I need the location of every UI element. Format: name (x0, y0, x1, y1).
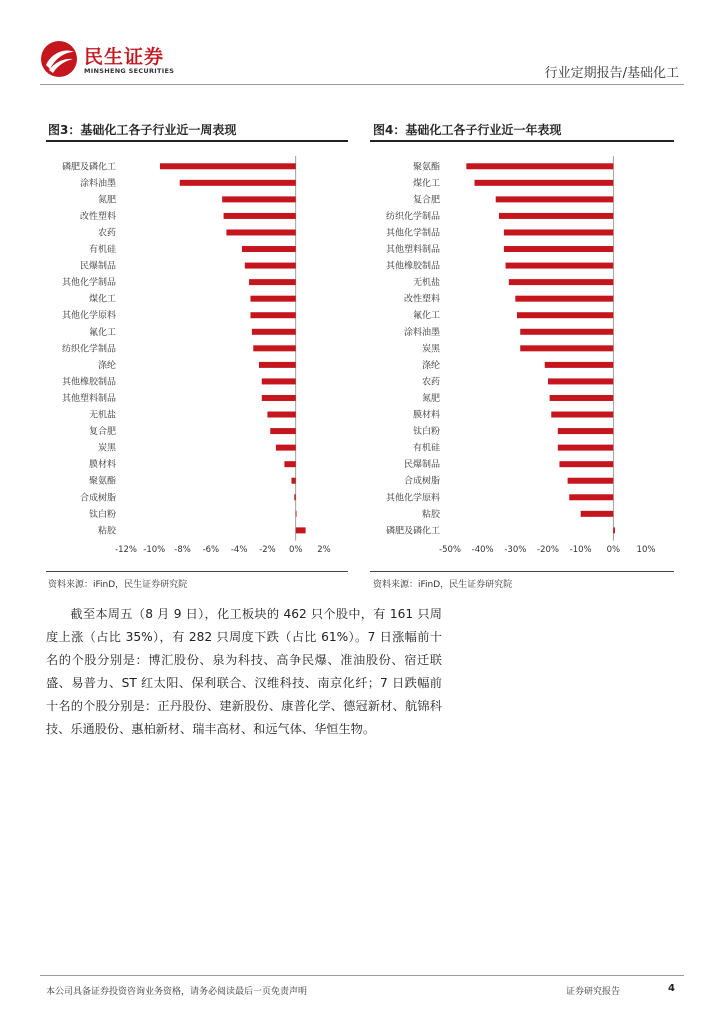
bar-chart-svg (370, 150, 674, 562)
category-label: 有机硅 (88, 245, 116, 256)
category-label: 无机盐 (88, 410, 116, 421)
logo-text-cn: 民生证券 (84, 46, 165, 68)
category-label: 有机硅 (412, 443, 440, 454)
category-label: 纺织化学制品 (385, 211, 440, 222)
bar (569, 494, 613, 500)
bar (496, 196, 614, 202)
bar (558, 445, 614, 451)
category-label: 其他橡胶制品 (61, 377, 116, 388)
x-tick-label: -50% (439, 545, 461, 555)
bar (504, 229, 613, 235)
category-label: 炭黑 (97, 443, 116, 454)
category-label: 煤化工 (412, 178, 440, 189)
bar (259, 362, 296, 368)
bar (550, 395, 614, 401)
figure-4-title: 图4：基础化工各子行业近一年表现 (373, 123, 562, 137)
bar (250, 312, 295, 318)
bar (296, 527, 306, 533)
category-label: 民爆制品 (79, 261, 116, 272)
category-label: 氮肥 (97, 195, 116, 206)
category-label: 复合肥 (88, 427, 116, 438)
category-label: 磷肥及磷化工 (61, 162, 116, 173)
bar (253, 345, 295, 351)
x-tick-label: -40% (471, 545, 494, 555)
bar (242, 246, 296, 252)
category-label: 炭黑 (421, 344, 440, 355)
bar (568, 478, 614, 484)
x-tick-label: -20% (537, 545, 559, 555)
bar (520, 345, 613, 351)
category-label: 钛白粉 (412, 427, 440, 438)
bar (545, 362, 614, 368)
category-label: 其他化学原料 (385, 493, 440, 504)
footer-label: 证券研究报告 (566, 987, 621, 997)
bar (558, 428, 614, 434)
bar (262, 378, 296, 384)
category-label: 膜材料 (88, 460, 116, 471)
bar (291, 478, 295, 484)
category-label: 农药 (97, 228, 116, 239)
category-label: 氮肥 (421, 393, 440, 404)
category-label: 涂料油墨 (79, 178, 116, 189)
bar (222, 196, 296, 202)
bar (249, 279, 296, 285)
x-tick-label: -2% (259, 545, 276, 555)
bar (559, 461, 613, 467)
x-tick-label: 10% (636, 545, 656, 555)
category-label: 其他化学制品 (61, 278, 116, 289)
x-tick-label: 2% (317, 545, 331, 555)
figure-3-source: 资料来源：iFinD，民生证券研究院 (48, 580, 188, 590)
body-paragraph: 截至本周五（8 月 9 日），化工板块的 462 只个股中，有 161 只周度上涨（占比 35%），有 282 只周度下跌（占比 61%）。7 日涨幅前十名的个股分别是：博汇股份、泉为科技、高争民爆、准油股份、宿迁联盛、易普力、ST 红太阳、保利联合、汉维科技、南京化纤；7 日跌幅前十名的个股分别是：正丹股份、建新股份、康普化学、德冠新材、航锦科技、乐通股份、惠柏新材、瑞丰高材、和远气体、华恒生物。 (46, 607, 442, 736)
report-type: 行业定期报告/基础化工 (544, 66, 679, 81)
bar (517, 312, 613, 318)
bar (294, 494, 295, 500)
category-label: 粘胶 (421, 509, 440, 520)
bar (276, 445, 296, 451)
bar (284, 461, 295, 467)
page-number: 4 (668, 983, 675, 994)
category-label: 氟化工 (412, 311, 440, 322)
x-tick-label: -30% (504, 545, 527, 555)
category-label: 其他化学制品 (385, 228, 440, 239)
minsheng-logo-icon (40, 40, 78, 78)
category-label: 其他塑料制品 (61, 393, 116, 404)
bar (224, 213, 296, 219)
category-label: 无机盐 (412, 278, 440, 289)
bar (520, 329, 613, 335)
category-label: 磷肥及磷化工 (385, 526, 440, 537)
figure-3-title: 图3：基础化工各子行业近一周表现 (48, 123, 237, 137)
category-label: 聚氨酯 (412, 162, 440, 173)
figure-4-bottom-rule (370, 571, 674, 572)
category-label: 聚氨酯 (88, 476, 116, 487)
bar (180, 180, 296, 186)
page-header (0, 0, 724, 90)
bar-chart-svg (46, 150, 348, 562)
footer-disclaimer: 本公司具备证券投资咨询业务资格，请务必阅读最后一页免责声明 (46, 987, 308, 997)
bar (262, 395, 296, 401)
bar (506, 263, 614, 269)
bar (613, 527, 615, 533)
bar (252, 329, 296, 335)
category-label: 纺织化学制品 (61, 344, 116, 355)
bar (548, 378, 613, 384)
minsheng-logo (40, 40, 190, 80)
bar (296, 511, 297, 517)
x-tick-label: -10% (569, 545, 592, 555)
category-label: 其他塑料制品 (385, 245, 440, 256)
bar (226, 229, 295, 235)
x-tick-label: 0% (288, 545, 303, 555)
category-label: 其他化学原料 (61, 311, 116, 322)
x-tick-label: 0% (606, 545, 621, 555)
x-tick-label: -6% (202, 545, 220, 555)
category-label: 改性塑料 (79, 211, 116, 222)
bar (270, 428, 295, 434)
category-label: 涤纶 (421, 360, 440, 371)
category-label: 涤纶 (97, 360, 116, 371)
category-label: 民爆制品 (403, 460, 440, 471)
bar (250, 296, 295, 302)
category-label: 其他橡胶制品 (385, 261, 440, 272)
category-label: 钛白粉 (88, 509, 116, 520)
category-label: 涂料油墨 (403, 327, 440, 338)
x-tick-label: -4% (230, 545, 248, 555)
bar (504, 246, 613, 252)
category-label: 氟化工 (88, 327, 116, 338)
category-label: 膜材料 (412, 410, 440, 421)
figure-4-chart (370, 150, 674, 562)
bar (267, 412, 295, 418)
logo-text-en: MINSHENG SECURITIES (84, 67, 175, 75)
figure-4-source: 资料来源：iFinD，民生证券研究院 (373, 580, 513, 590)
bar (515, 296, 613, 302)
bar (466, 163, 613, 169)
figure-3-chart (46, 150, 348, 562)
category-label: 复合肥 (412, 195, 440, 206)
bar (499, 213, 613, 219)
category-label: 煤化工 (88, 294, 116, 305)
bar (475, 180, 614, 186)
category-label: 改性塑料 (403, 294, 440, 305)
footer-divider (40, 975, 684, 976)
category-label: 合成树脂 (79, 493, 116, 504)
figure-3-top-rule (46, 140, 348, 142)
bar (581, 511, 614, 517)
header-divider (40, 84, 684, 85)
bar (160, 163, 296, 169)
body-text (46, 603, 442, 741)
category-label: 粘胶 (97, 526, 116, 537)
x-tick-label: -8% (174, 545, 191, 555)
x-tick-label: -10% (143, 545, 166, 555)
bar (551, 412, 613, 418)
bar (509, 279, 614, 285)
x-tick-label: -12% (115, 545, 137, 555)
figure-4-top-rule (370, 140, 674, 142)
category-label: 合成树脂 (403, 476, 440, 487)
figure-3-bottom-rule (46, 571, 348, 572)
category-label: 农药 (421, 377, 440, 388)
bar (245, 263, 296, 269)
